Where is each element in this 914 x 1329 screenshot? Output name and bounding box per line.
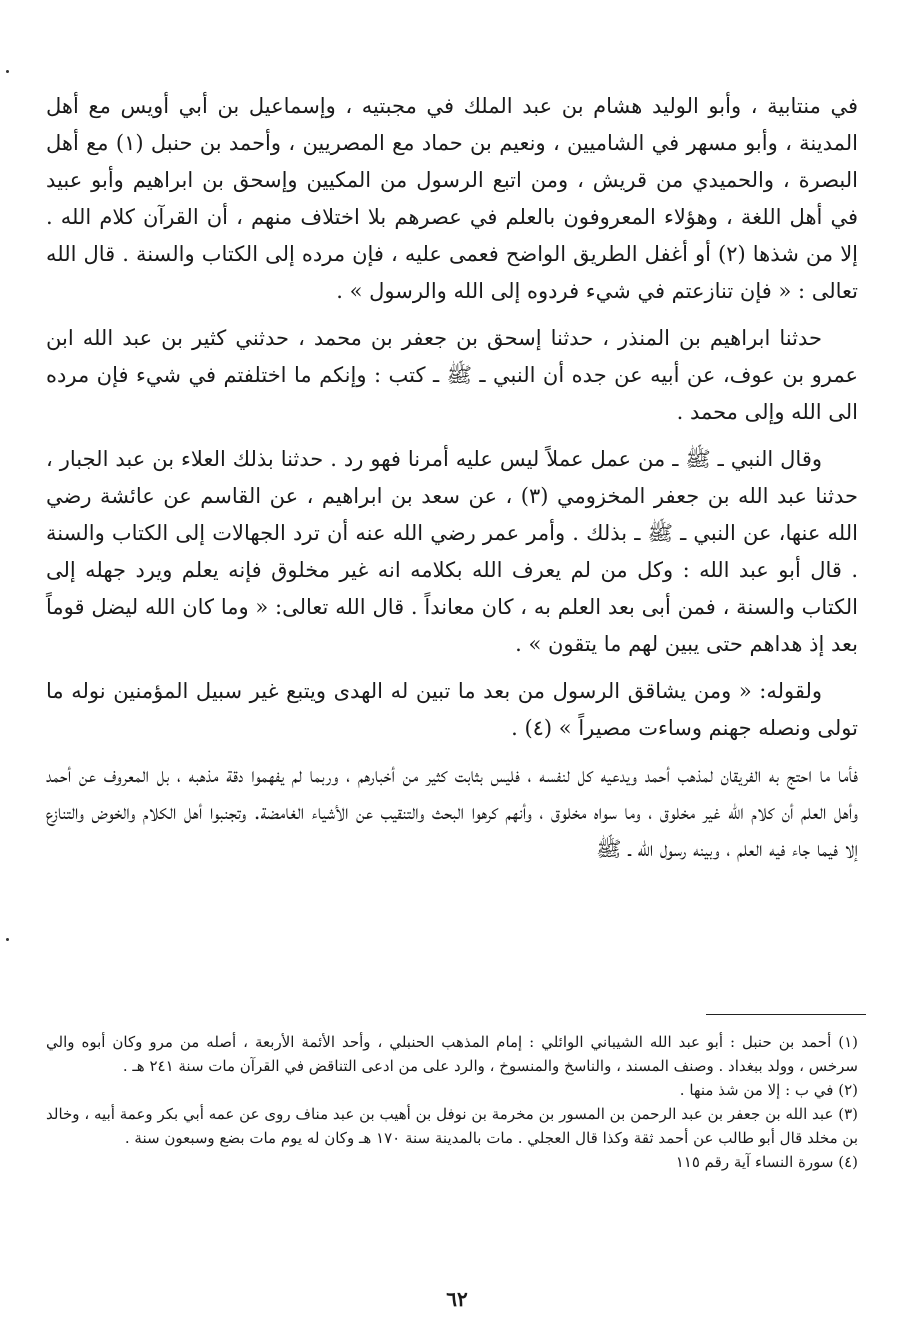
paragraph: وقال النبي ـ ﷺ ـ من عمل عملاً ليس عليه أمرنا فهو رد . حدثنا بذلك العلاء بن عبد الجبار ، حدثنا عبد الله بن جعفر المخزومي (٣) ، عن سعد بن ابراهيم ، عن القاسم عن عائشة رضي الله عنها، عن النبي ـ ﷺ ـ بذلك . وأمر عمر رضي الله عنه أن ترد الجهالات إلى الكتاب والسنة . قال أبو عبد الله : وكل من لم يعرف الله بكلامه انه غير مخلوق فإنه يعلم ويرد جهله إلى الكتاب والسنة ، فمن أبى بعد العلم به ، كان معانداً . قال الله تعالى: « وما كان الله ليضل قوماً بعد إذ هداهم حتى يبين لهم ما يتقون » . (46, 447, 858, 656)
footnote: (٤) سورة النساء آية رقم ١١٥ (675, 1153, 858, 1171)
scan-speck (6, 70, 9, 73)
page-number: ٦٢ (446, 1287, 468, 1311)
paragraph: ولقوله: « ومن يشاقق الرسول من بعد ما تبين له الهدى ويتبع غير سبيل المؤمنين نوله ما تولى ونصله جهنم وساءت مصيراً » (٤) . (46, 679, 858, 740)
footnote: (٢) في ب : إلا من شذ منها . (679, 1081, 858, 1099)
paragraph: حدثنا ابراهيم بن المنذر ، حدثنا إسحق بن جعفر بن محمد ، حدثني كثير بن عبد الله ابن عمرو بن عوف، عن أبيه عن جده أن النبي ـ ﷺ ـ كتب : وإنكم ما اختلفتم في شيء فإن مرده الى الله وإلى محمد . (46, 326, 858, 424)
footnotes (46, 1030, 858, 1174)
footnote-separator (706, 1014, 866, 1015)
main-text (46, 88, 858, 868)
scan-speck (6, 938, 9, 941)
paragraph: فأما ما احتج به الفريقان لمذهب أحمد ويدعيه كل لنفسه ، فليس بثابت كثير من أخبارهم ، وربما لم يفهموا دقة مذهبه ، بل المعروف عن أحمد وأهل العلم أن كلام الله غير مخلوق ، وما سواه مخلوق ، وأنهم كرهوا البحث والتنقيب عن الأشياء الغامضة. وتجنبوا أهل الكلام والخوض والتنازع إلا فيما جاء فيه العلم ، وبينه رسول الله ـ ﷺ (46, 763, 858, 861)
footnote: (١) أحمد بن حنبل : أبو عبد الله الشيباني الوائلي : إمام المذهب الحنبلي ، وأحد الأئمة الأربعة ، أصله من مرو وكان أبوه والي سرخس ، وولد ببغداد . وصنف المسند ، والناسخ والمنسوخ ، والرد على من ادعى التناقض في القرآن مات سنة ٢٤١ هـ . (46, 1033, 858, 1075)
footnote: (٣) عبد الله بن جعفر بن عبد الرحمن بن المسور بن مخرمة بن نوفل بن أهيب بن عبد مناف روى عن عمه أبي بكر وعمة أبيه ، وخالد بن مخلد قال أبو طالب عن أحمد ثقة وكذا قال العجلي . مات بالمدينة سنة ١٧٠ هـ وكان له يوم مات بضع وسبعون سنة . (46, 1105, 858, 1147)
paragraph: في منتابية ، وأبو الوليد هشام بن عبد الملك في مجبتيه ، وإسماعيل بن أبي أويس مع أهل المدينة ، وأبو مسهر في الشاميين ، ونعيم بن حماد مع المصريين ، وأحمد بن حنبل (١) مع أهل البصرة ، والحميدي من قريش ، ومن اتبع الرسول من المكيين وإسحق بن ابراهيم وأبو عبيد في أهل اللغة ، وهؤلاء المعروفون بالعلم في عصرهم بلا اختلاف منهم ، أن القرآن كلام الله . إلا من شذها (٢) أو أغفل الطريق الواضح فعمى عليه ، فإن مرده إلى الكتاب والسنة . قال الله تعالى : « فإن تنازعتم في شيء فردوه إلى الله والرسول » . (46, 94, 859, 303)
